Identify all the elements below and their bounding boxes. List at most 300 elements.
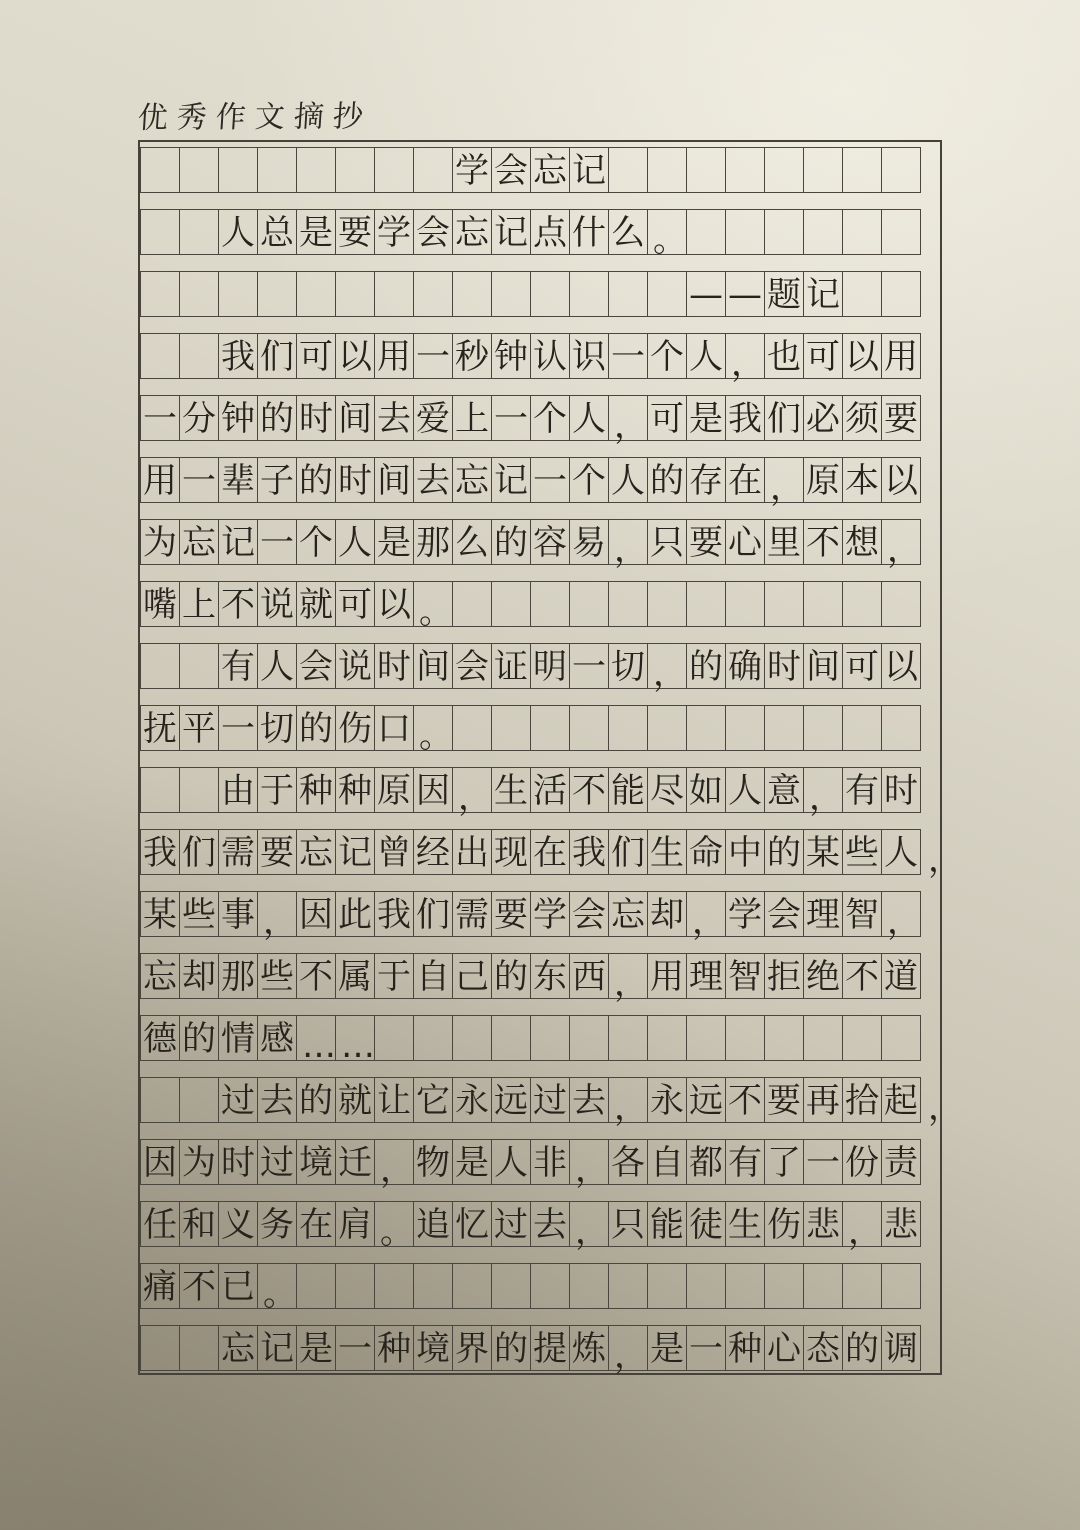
grid-cell: 会 [296,643,336,689]
grid-cell: ， [881,891,921,937]
grid-cell: 如 [686,767,726,813]
grid-cell: 是 [647,1325,687,1371]
grid-cell: 徒 [686,1201,726,1247]
grid-cell: 一 [257,519,297,565]
grid-cell: 时 [764,643,804,689]
grid-cell: 爱 [413,395,453,441]
grid-cell [608,581,648,627]
grid-cell: 须 [842,395,882,441]
grid-cell [881,1263,921,1309]
grid-cell: ， [569,1139,609,1185]
grid-cell: ， [452,767,492,813]
grid-cell: 尽 [647,767,687,813]
grid-cell [842,705,882,751]
essay-row [140,705,940,756]
composition-grid [138,140,962,1376]
overflow-punctuation: ， [928,840,962,880]
essay-row [140,1263,940,1314]
grid-cell: 是 [296,209,336,255]
grid-cell: 命 [686,829,726,875]
essay-row [140,271,940,317]
grid-cell: 能 [608,767,648,813]
grid-cell: 于 [374,953,414,999]
grid-cell [569,271,609,317]
grid-cell: 。 [413,581,453,627]
grid-cell: 记 [803,271,843,317]
grid-cell: 个 [530,395,570,441]
grid-cell: 感 [257,1015,297,1061]
grid-cell: 时 [296,395,336,441]
grid-cell: 记 [257,1325,297,1371]
grid-cell: 自 [413,953,453,999]
grid-cell [803,1263,843,1309]
grid-cell [374,1263,414,1309]
essay-row [140,767,940,818]
grid-cell [686,209,726,255]
grid-cell: 以 [881,457,921,503]
grid-cell: 人 [335,519,375,565]
grid-cell [530,705,570,751]
grid-cell: 已 [218,1263,258,1309]
essay-row [140,829,962,880]
grid-cell: 经 [413,829,453,875]
grid-cell [686,147,726,193]
grid-cell [764,705,804,751]
grid-cell: 追 [413,1201,453,1247]
grid-cell: ， [842,1201,882,1247]
grid-cell [842,271,882,317]
grid-cell: 需 [218,829,258,875]
grid-cell: 么 [452,519,492,565]
grid-cell: 要 [764,1077,804,1123]
grid-cell [179,333,219,379]
grid-cell [530,271,570,317]
grid-cell [257,271,297,317]
grid-cell: 忘 [218,1325,258,1371]
grid-cell: … [296,1015,336,1061]
grid-cell: — [725,271,765,317]
grid-cell: 想 [842,519,882,565]
grid-cell: 总 [257,209,297,255]
grid-cell: 嘴 [140,581,180,627]
grid-cell: 的 [491,519,531,565]
grid-cell [413,1263,453,1309]
grid-cell: ， [608,953,648,999]
grid-cell [764,147,804,193]
grid-cell: 它 [413,1077,453,1123]
grid-cell: 抚 [140,705,180,751]
grid-cell [842,1263,882,1309]
grid-cell: 境 [413,1325,453,1371]
grid-cell: 们 [179,829,219,875]
grid-cell: ， [881,519,921,565]
grid-cell: 要 [686,519,726,565]
grid-cell: 什 [569,209,609,255]
grid-cell [725,581,765,627]
grid-cell [296,271,336,317]
grid-cell: 用 [647,953,687,999]
grid-cell: 有 [218,643,258,689]
grid-cell: 认 [530,333,570,379]
grid-cell: 为 [140,519,180,565]
grid-cell: 调 [881,1325,921,1371]
grid-cell: 识 [569,333,609,379]
grid-cell: 去 [257,1077,297,1123]
grid-cell: 人 [491,1139,531,1185]
grid-cell: ， [374,1139,414,1185]
grid-cell: 间 [413,643,453,689]
grid-cell: 以 [374,581,414,627]
grid-cell: 切 [608,643,648,689]
grid-cell: 不 [803,519,843,565]
grid-cell [140,147,180,193]
grid-cell [803,581,843,627]
grid-cell: 因 [296,891,336,937]
grid-cell: 智 [725,953,765,999]
grid-cell [608,1015,648,1061]
grid-cell [842,1015,882,1061]
grid-cell: 们 [257,333,297,379]
grid-cell [569,581,609,627]
grid-cell [608,147,648,193]
grid-cell [608,705,648,751]
grid-cell: 的 [296,457,336,503]
grid-cell [491,705,531,751]
grid-cell: 再 [803,1077,843,1123]
grid-cell: 东 [530,953,570,999]
grid-cell: 些 [257,953,297,999]
grid-cell [335,1263,375,1309]
grid-cell [452,271,492,317]
grid-cell: ， [803,767,843,813]
grid-cell: 只 [608,1201,648,1247]
grid-cell: 是 [374,519,414,565]
essay-row [140,1015,940,1066]
grid-cell [569,1015,609,1061]
grid-cell: 我 [218,333,258,379]
grid-cell: 切 [257,705,297,751]
grid-cell [569,1263,609,1309]
essay-row [140,1201,940,1252]
grid-cell: 那 [413,519,453,565]
grid-cell: 种 [725,1325,765,1371]
grid-cell: 题 [764,271,804,317]
grid-cell: 证 [491,643,531,689]
grid-cell: 的 [296,705,336,751]
grid-cell [764,581,804,627]
grid-cell: 记 [335,829,375,875]
grid-cell: 一 [491,395,531,441]
grid-cell [179,209,219,255]
grid-cell: 容 [530,519,570,565]
grid-cell: 上 [179,581,219,627]
grid-cell: 属 [335,953,375,999]
grid-cell: 要 [881,395,921,441]
grid-cell: 里 [764,519,804,565]
grid-cell: 境 [296,1139,336,1185]
grid-cell [413,147,453,193]
grid-cell: 生 [491,767,531,813]
grid-cell: 拒 [764,953,804,999]
grid-cell [803,209,843,255]
grid-cell [881,147,921,193]
grid-cell: 以 [335,333,375,379]
grid-cell [725,1015,765,1061]
grid-cell: 某 [140,891,180,937]
grid-cell: 记 [491,209,531,255]
grid-cell [764,1015,804,1061]
grid-cell [140,767,180,813]
grid-cell: ， [725,333,765,379]
grid-cell: 去 [569,1077,609,1123]
grid-cell [491,1015,531,1061]
grid-cell: 些 [179,891,219,937]
grid-cell: 忘 [608,891,648,937]
grid-cell: 学 [530,891,570,937]
grid-cell: 的 [764,829,804,875]
grid-cell: 用 [881,333,921,379]
grid-cell: 伤 [764,1201,804,1247]
essay-row [140,581,940,632]
grid-cell [647,1263,687,1309]
grid-cell: 一 [569,643,609,689]
grid-cell: 。 [257,1263,297,1309]
grid-cell: 和 [179,1201,219,1247]
grid-cell: 就 [335,1077,375,1123]
grid-cell: 迁 [335,1139,375,1185]
grid-cell: 任 [140,1201,180,1247]
grid-cell: 忘 [179,519,219,565]
grid-cell: 的 [842,1325,882,1371]
grid-cell: 起 [881,1077,921,1123]
grid-cell: 子 [257,457,297,503]
grid-cell: 辈 [218,457,258,503]
grid-cell: 一 [608,333,648,379]
grid-cell: 不 [296,953,336,999]
grid-cell: 于 [257,767,297,813]
grid-cell: 我 [374,891,414,937]
grid-cell: 远 [686,1077,726,1123]
grid-cell: 意 [764,767,804,813]
grid-cell: 原 [803,457,843,503]
grid-cell: 上 [452,395,492,441]
grid-cell: 悲 [881,1201,921,1247]
grid-cell: 钟 [218,395,258,441]
grid-cell: 们 [608,829,648,875]
grid-cell [374,1015,414,1061]
grid-cell [530,1015,570,1061]
grid-cell [179,147,219,193]
grid-cell: 可 [335,581,375,627]
grid-cell [842,581,882,627]
grid-cell: 不 [569,767,609,813]
grid-cell: ， [608,1325,648,1371]
grid-cell: 痛 [140,1263,180,1309]
grid-cell: 忘 [140,953,180,999]
grid-cell [140,1077,180,1123]
grid-cell: 以 [881,643,921,689]
grid-cell: 是 [452,1139,492,1185]
grid-cell: 界 [452,1325,492,1371]
grid-cell [140,271,180,317]
grid-cell [296,147,336,193]
essay-row [140,395,940,446]
grid-cell: 记 [569,147,609,193]
grid-cell: 明 [530,643,570,689]
grid-cell [647,1015,687,1061]
grid-cell: 秒 [452,333,492,379]
grid-cell: 拾 [842,1077,882,1123]
overflow-punctuation: ， [928,1088,962,1128]
grid-cell [725,147,765,193]
grid-cell: 曾 [374,829,414,875]
grid-cell [179,767,219,813]
grid-cell: 间 [374,457,414,503]
grid-cell: ， [608,519,648,565]
grid-cell: 此 [335,891,375,937]
grid-cell: 的 [296,1077,336,1123]
grid-cell: 西 [569,953,609,999]
grid-cell: 都 [686,1139,726,1185]
grid-cell: 却 [647,891,687,937]
grid-cell: 会 [764,891,804,937]
grid-cell: 生 [725,1201,765,1247]
grid-cell: 自 [647,1139,687,1185]
grid-cell: 务 [257,1201,297,1247]
grid-cell: 分 [179,395,219,441]
grid-cell: 用 [374,333,414,379]
grid-cell: 间 [803,643,843,689]
grid-cell: 能 [647,1201,687,1247]
grid-cell: 种 [335,767,375,813]
grid-cell: 活 [530,767,570,813]
grid-cell: 可 [842,643,882,689]
grid-cell [374,271,414,317]
grid-cell [140,1325,180,1371]
grid-cell: ， [608,1077,648,1123]
grid-cell: 心 [764,1325,804,1371]
grid-cell [686,581,726,627]
grid-cell: 绝 [803,953,843,999]
grid-cell [374,147,414,193]
grid-cell [140,643,180,689]
grid-cell: 提 [530,1325,570,1371]
grid-cell: 时 [374,643,414,689]
grid-cell: 过 [530,1077,570,1123]
grid-cell: 学 [452,147,492,193]
grid-cell: 要 [257,829,297,875]
grid-cell [764,1263,804,1309]
grid-cell [413,271,453,317]
grid-cell [647,271,687,317]
grid-cell: 忆 [452,1201,492,1247]
grid-cell [881,209,921,255]
grid-cell [608,271,648,317]
grid-cell: 。 [647,209,687,255]
grid-cell: 必 [803,395,843,441]
grid-cell: 现 [491,829,531,875]
grid-cell: 情 [218,1015,258,1061]
grid-cell: 一 [530,457,570,503]
grid-cell [452,705,492,751]
grid-cell: 理 [686,953,726,999]
grid-cell [881,581,921,627]
grid-cell [140,209,180,255]
grid-cell [530,581,570,627]
grid-cell: 责 [881,1139,921,1185]
grid-cell [725,209,765,255]
grid-cell: 过 [491,1201,531,1247]
grid-cell [335,271,375,317]
grid-cell: 会 [452,643,492,689]
grid-cell: 记 [218,519,258,565]
grid-cell: … [335,1015,375,1061]
grid-cell: 因 [413,767,453,813]
header-note: 优秀作文摘抄 [136,99,373,136]
grid-cell: 在 [725,457,765,503]
grid-cell [491,581,531,627]
grid-cell: 的 [491,953,531,999]
grid-cell: 一 [179,457,219,503]
grid-cell: 那 [218,953,258,999]
grid-cell: 是 [296,1325,336,1371]
grid-cell: 的 [647,457,687,503]
grid-cell [725,1263,765,1309]
essay-row [140,333,940,384]
grid-cell [608,1263,648,1309]
grid-cell [179,643,219,689]
grid-cell: 学 [725,891,765,937]
grid-cell: 以 [842,333,882,379]
grid-cell: 悲 [803,1201,843,1247]
grid-cell: ， [647,643,687,689]
grid-cell [452,581,492,627]
grid-cell: 要 [335,209,375,255]
grid-cell: 说 [257,581,297,627]
grid-cell: 记 [491,457,531,503]
grid-cell: 时 [881,767,921,813]
grid-cell: 某 [803,829,843,875]
grid-cell: ， [764,457,804,503]
grid-cell [686,1263,726,1309]
grid-cell [647,581,687,627]
grid-cell: 不 [179,1263,219,1309]
grid-cell: 会 [569,891,609,937]
grid-cell: 义 [218,1201,258,1247]
grid-cell [452,1263,492,1309]
grid-cell: 因 [140,1139,180,1185]
grid-cell: 在 [530,829,570,875]
grid-cell: 伤 [335,705,375,751]
grid-cell: 们 [764,395,804,441]
grid-cell: 去 [374,395,414,441]
grid-cell [218,147,258,193]
grid-cell: 物 [413,1139,453,1185]
grid-cell: 炼 [569,1325,609,1371]
grid-cell: ， [257,891,297,937]
grid-cell: 确 [725,643,765,689]
grid-cell: 过 [218,1077,258,1123]
grid-cell: 忘 [452,457,492,503]
grid-cell: 间 [335,395,375,441]
grid-cell: 的 [686,643,726,689]
grid-cell: 易 [569,519,609,565]
grid-cell [842,147,882,193]
grid-cell: 需 [452,891,492,937]
essay-row [140,891,940,942]
essay-row [140,457,940,508]
grid-cell: 种 [374,1325,414,1371]
